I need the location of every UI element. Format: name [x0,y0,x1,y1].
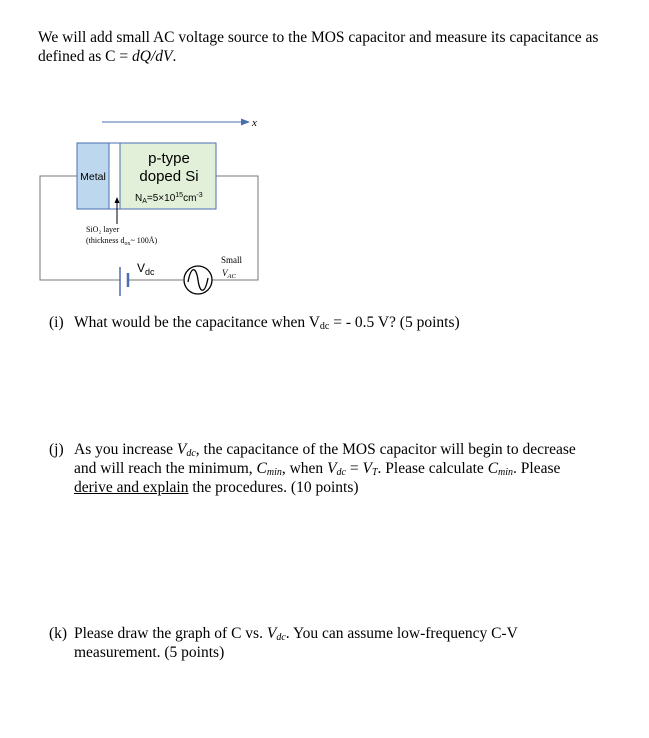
question-j-line-3: derive and explain the procedures. (10 points) [74,479,359,496]
intro-text-1: We will add small AC voltage source to the MOS capacitor and measure its capacitance as defined as C = [38,29,599,65]
question-k [49,624,629,664]
question-k-text [74,624,634,662]
vdc-label: $V_{dc}$ [137,261,155,277]
doping-label: $N_A=5\times 10^{15}cm^{-3}$ [135,192,203,205]
question-j-label: (j) [49,441,64,458]
question-k-line-2: measurement. (5 points) [74,644,225,661]
oxide-label-1: SiO₂ layer [86,225,120,234]
question-i [49,313,609,333]
intro-formula: dQ/dV [131,48,173,65]
intro-text-2: . [172,48,177,65]
question-j [49,440,629,500]
semi-label-1: p-type [148,150,190,167]
question-k-line-1: Please draw the graph of C vs. $V_{dc}$. You can assume low-frequency C-V [74,625,518,643]
oxide-layer [109,143,120,209]
question-j-text [74,440,634,497]
question-i-text: What would be the capacitance when $V_{dc}$ = - 0.5 V? (5 points) [74,314,460,332]
small-label: Small [221,255,243,265]
x-axis-label: x [252,117,257,129]
question-k-label: (k) [49,625,68,642]
vac-label: $V_{AC}$ [222,268,236,280]
semi-label-2: doped Si [139,168,199,185]
question-j-line-2: and will reach the minimum, $C_{min}$, when $V_{dc} = V_T$. Please calculate $C_{min}$. Please [74,460,561,478]
metal-label: Metal [80,171,106,183]
oxide-label-2: (thickness $d_{ox}\sim$ 100Å) [86,236,158,247]
question-j-line-1: As you increase $V_{dc}$, the capacitance of the MOS capacitor will begin to decrease [74,441,576,459]
question-i-label: (i) [49,314,64,331]
x-axis-arrowhead [241,119,250,126]
